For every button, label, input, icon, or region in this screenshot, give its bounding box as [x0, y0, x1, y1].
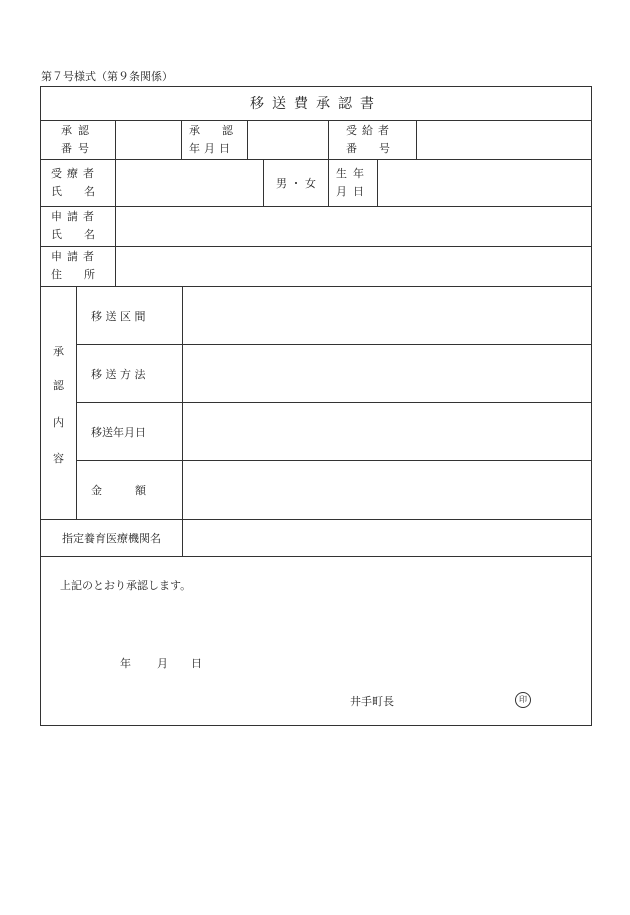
patient-name-label-cell	[41, 160, 116, 206]
side-label-char-2: 認	[53, 379, 64, 392]
applicant-name-label-line2: 氏 名	[51, 228, 95, 241]
side-label-char-4: 容	[53, 452, 64, 465]
row-institution	[41, 520, 591, 557]
side-label-char-1: 承	[53, 345, 64, 358]
approval-date-label-line1: 承 認	[189, 124, 233, 137]
transfer-method-field[interactable]	[183, 345, 591, 402]
transfer-method-label: 移 送 方 法	[77, 345, 183, 402]
seal-mark: 印	[515, 692, 531, 708]
applicant-name-label-line1: 申請者	[51, 210, 99, 223]
institution-field[interactable]	[183, 520, 593, 556]
applicant-address-field[interactable]	[116, 247, 593, 286]
recipient-number-field[interactable]	[417, 121, 593, 159]
approval-number-field[interactable]	[116, 121, 182, 159]
form-title: 移送費承認書	[41, 87, 591, 121]
date-year-label: 年	[120, 657, 131, 670]
sex-selection[interactable]: 男 ・ 女	[264, 160, 329, 206]
approval-content-side-label	[41, 287, 77, 519]
row-applicant-address	[41, 247, 591, 287]
patient-name-label-line1: 受療者	[51, 167, 99, 180]
row-patient-info	[41, 160, 591, 207]
row-approval-info	[41, 121, 591, 160]
patient-name-label-line2: 氏 名	[51, 185, 95, 198]
amount-row	[77, 461, 591, 519]
approval-number-label-line1: 承認	[61, 124, 95, 137]
side-label-char-3: 内	[53, 416, 64, 429]
transfer-section-row	[77, 287, 591, 345]
date-day-label: 日	[191, 657, 202, 670]
institution-label: 指定養育医療機関名	[41, 520, 183, 556]
birth-date-label-cell	[329, 160, 378, 206]
approval-date-label-cell	[182, 121, 248, 159]
approval-statement: 上記のとおり承認します。	[60, 579, 192, 592]
recipient-number-label-line1: 受給者	[346, 124, 394, 137]
applicant-name-field[interactable]	[116, 207, 593, 246]
approval-form	[40, 86, 592, 726]
amount-field[interactable]	[183, 461, 591, 519]
applicant-address-label-line1: 申請者	[51, 250, 99, 263]
transfer-section-label: 移 送 区 間	[77, 287, 183, 344]
date-month-label: 月	[157, 657, 168, 670]
approval-number-label-cell	[41, 121, 116, 159]
signer-name: 井手町長	[350, 695, 394, 708]
birth-date-field[interactable]	[378, 160, 593, 206]
transfer-date-label: 移送年月日	[77, 403, 183, 460]
applicant-address-label-line2: 住 所	[51, 268, 95, 281]
approval-date-label-line2: 年月日	[189, 142, 234, 155]
birth-date-label-line2: 月日	[336, 185, 370, 198]
applicant-name-label-cell	[41, 207, 116, 246]
transfer-date-field[interactable]	[183, 403, 591, 460]
approval-date-field[interactable]	[248, 121, 329, 159]
birth-date-label-line1: 生年	[336, 167, 370, 180]
amount-label: 金 額	[77, 461, 183, 519]
form-number-label: 第７号様式（第９条関係）	[41, 70, 173, 83]
patient-name-field[interactable]	[116, 160, 264, 206]
recipient-number-label-line2: 番 号	[346, 142, 390, 155]
transfer-method-row	[77, 345, 591, 403]
recipient-number-label-cell	[329, 121, 417, 159]
applicant-address-label-cell	[41, 247, 116, 286]
approval-content-block	[41, 287, 591, 520]
transfer-date-row	[77, 403, 591, 461]
transfer-section-field[interactable]	[183, 287, 591, 344]
row-applicant-name	[41, 207, 591, 247]
approval-number-label-line2: 番号	[61, 142, 95, 155]
